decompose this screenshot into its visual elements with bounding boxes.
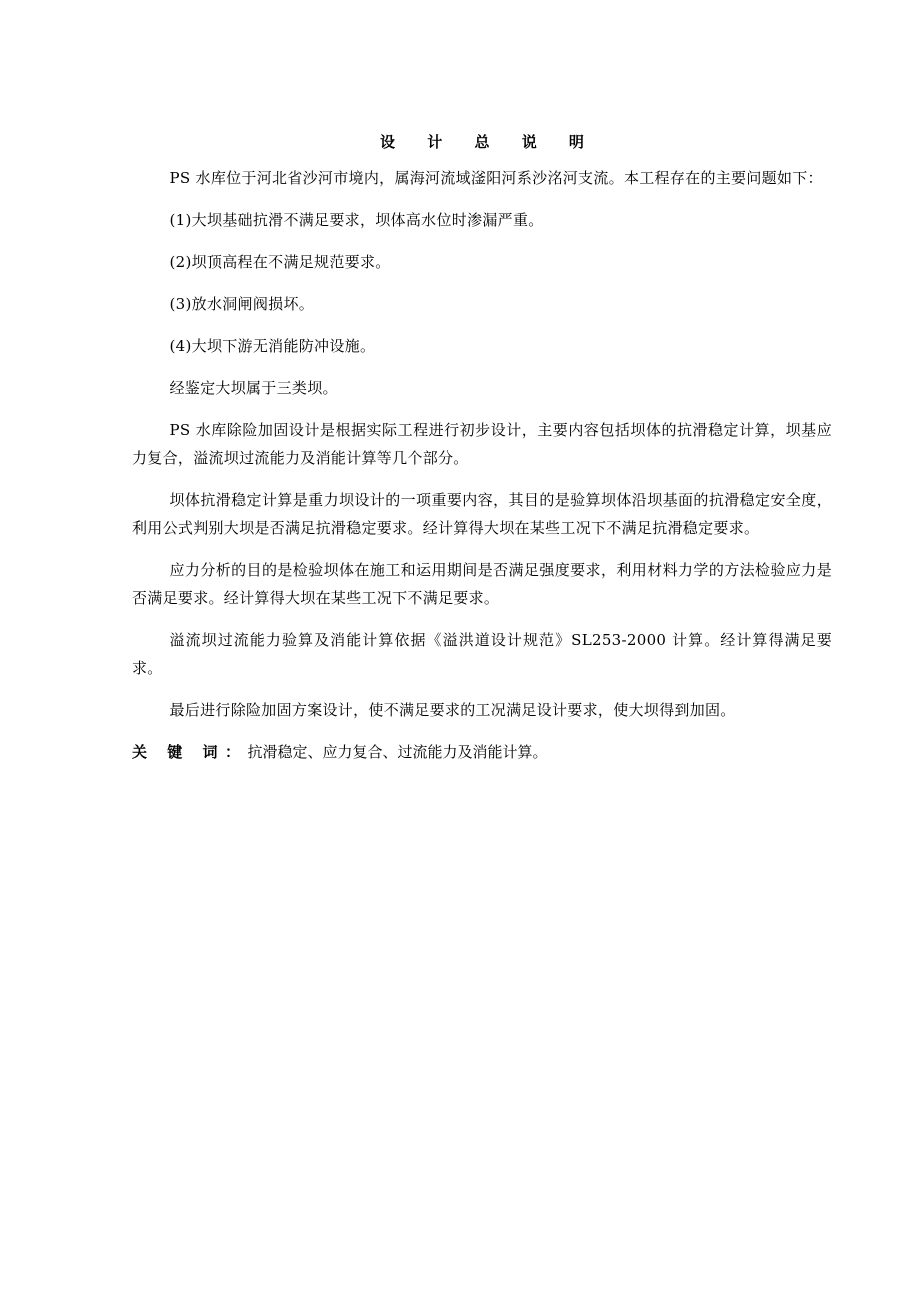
paragraph-assessment: 经鉴定大坝属于三类坝。 — [169, 379, 338, 397]
paragraph-reinforcement: 最后进行除险加固方案设计，使不满足要求的工况满足设计要求，使大坝得到加固。 — [169, 701, 736, 719]
keywords-value: 抗滑稳定、应力复合、过流能力及消能计算。 — [247, 743, 548, 761]
document-title: 设 计 总 说 明 — [380, 133, 598, 151]
document-body — [132, 130, 832, 766]
paragraph-issue-2: (2)坝顶高程在不满足规范要求。 — [169, 253, 391, 271]
paragraph-intro: PS 水库位于河北省沙河市境内，属海河流域滏阳河系沙洺河支流。本工程存在的主要问题如下： — [169, 169, 823, 187]
keywords-line — [132, 738, 832, 766]
paragraph-design-scope: PS 水库除险加固设计是根据实际工程进行初步设计，主要内容包括坝体的抗滑稳定计算，坝基应力复合，溢流坝过流能力及消能计算等几个部分。 — [132, 421, 832, 467]
paragraph-issue-3: (3)放水洞闸阀损坏。 — [169, 295, 315, 313]
paragraph-issue-1: (1)大坝基础抗滑不满足要求，坝体高水位时渗漏严重。 — [169, 211, 544, 229]
keywords-label: 关 键 词： — [132, 743, 248, 761]
paragraph-stress-analysis: 应力分析的目的是检验坝体在施工和运用期间是否满足强度要求，利用材料力学的方法检验应力是否满足要求。经计算得大坝在某些工况下不满足要求。 — [132, 561, 832, 607]
paragraph-spillway: 溢流坝过流能力验算及消能计算依据《溢洪道设计规范》SL253-2000 计算。经计算得满足要求。 — [132, 631, 832, 677]
paragraph-issue-4: (4)大坝下游无消能防冲设施。 — [169, 337, 376, 355]
paragraph-sliding-stability: 坝体抗滑稳定计算是重力坝设计的一项重要内容，其目的是验算坝体沿坝基面的抗滑稳定安全度，利用公式判别大坝是否满足抗滑稳定要求。经计算得大坝在某些工况下不满足抗滑稳定要求。 — [132, 491, 832, 537]
